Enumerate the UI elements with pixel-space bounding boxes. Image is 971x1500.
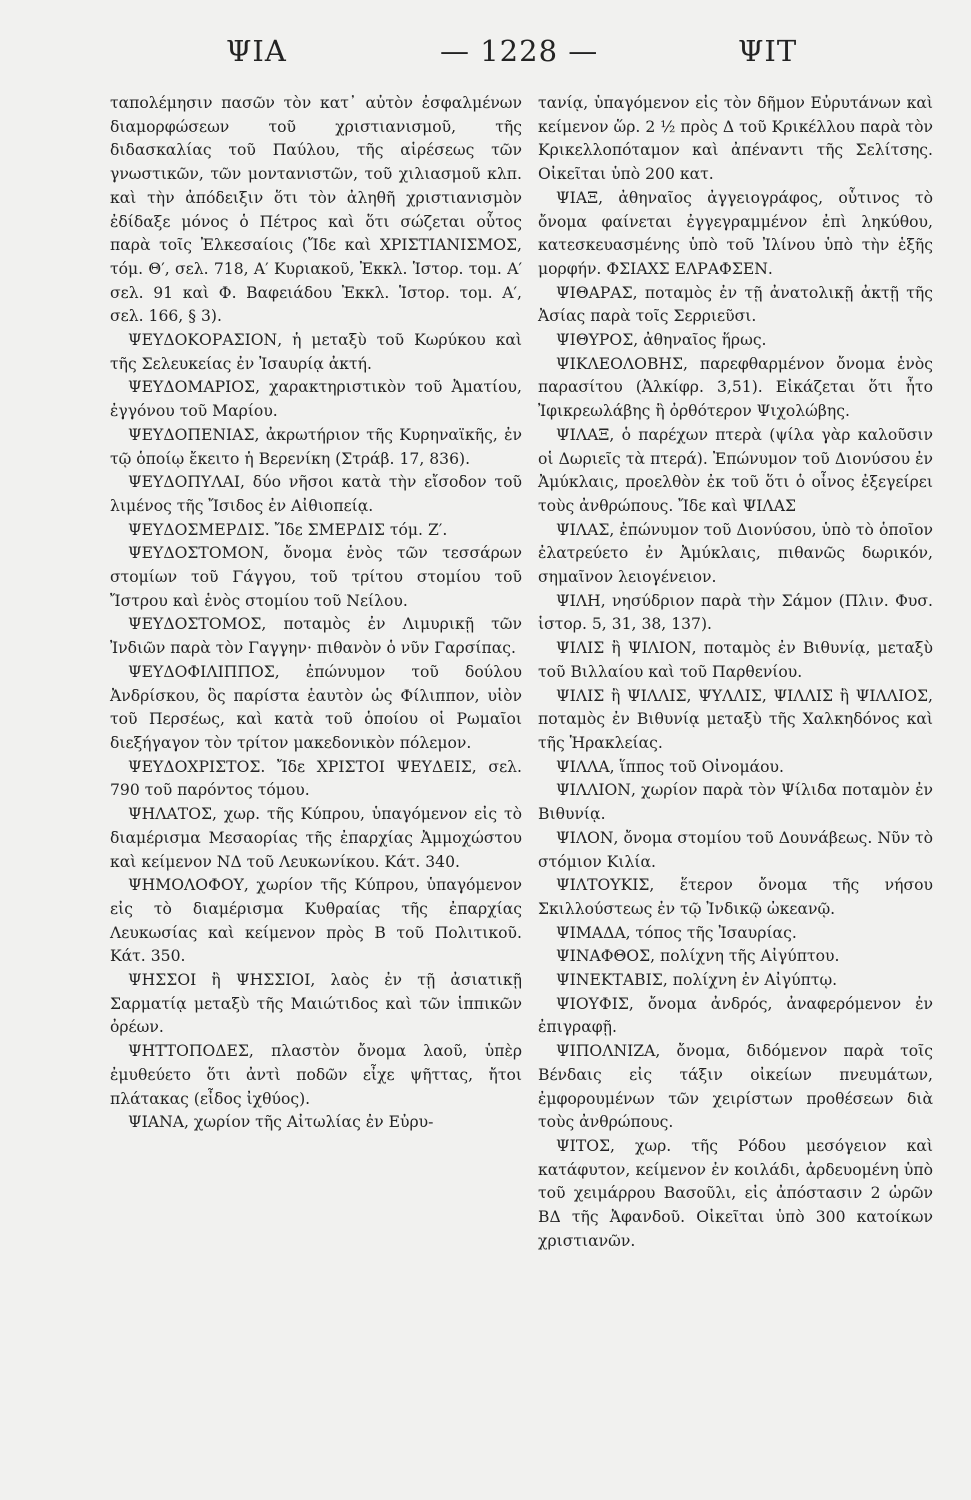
entry: ΨΙΠΟΛΝΙΖΑ, ὄνομα, διδόμενον παρὰ τοῖς Βένδαις εἰς τάξιν οἰκείων πνευμάτων, ἐμφορουμένων τῶν χειρίστων προθέσεων διὰ τοὺς ἀνθρώπους. <box>538 1042 933 1132</box>
entry: ΨΙΘΥΡΟΣ, ἀθηναῖος ἥρως. <box>556 331 767 350</box>
left-column <box>110 92 522 1135</box>
page-header <box>0 34 971 84</box>
entry: ΨΙΛΑΣ, ἐπώνυμον τοῦ Διονύσου, ὑπὸ τὸ ὁποῖον ἐλατρεύετο ἐν Ἀμύκλαις, πιθανῶς δωρικόν, σημαῖνον λειογένειον. <box>538 520 933 587</box>
entry: ΨΗΤΤΟΠΟΔΕΣ, πλαστὸν ὄνομα λαοῦ, ὑπὲρ ἐμυθεύετο ὅτι ἀντὶ ποδῶν εἶχε ψῆττας, ἤτοι πλάτακας (εἶδος ἰχθύος). <box>110 1042 522 1108</box>
entry: ΨΕΥΔΟΣΤΟΜΟΣ, ποταμὸς ἐν Λιμυρικῇ τῶν Ἰνδιῶν παρὰ τὸν Γαγγην· πιθανὸν ὁ νῦν Γαρσίπας. <box>110 615 522 658</box>
entry: ΨΙΛΗ, νησύδριον παρὰ τὴν Σάμον (Πλιν. Φυσ. ἱστορ. 5, 31, 38, 137). <box>538 591 933 634</box>
right-column <box>538 92 933 1253</box>
entry: ΨΕΥΔΟΦΙΛΙΠΠΟΣ, ἐπώνυμον τοῦ δούλου Ἀνδρίσκου, ὃς παρίστα ἑαυτὸν ὡς Φίλιππον, υἱὸν τοῦ Περσέως, καὶ κατὰ τοῦ ὁποίου οἱ Ρωμαῖοι διεξήγαγον τὸν τρίτον μακεδονικὸν πόλεμον. <box>110 662 522 752</box>
entry: ΨΙΛΛΙΟΝ, χωρίον παρὰ τὸν Ψίλιδα ποταμὸν ἐν Βιθυνίᾳ. <box>538 781 933 824</box>
entry: ΨΕΥΔΟΜΑΡΙΟΣ, χαρακτηριστικὸν τοῦ Ἀματίου, ἐγγόνου τοῦ Μαρίου. <box>110 378 522 421</box>
entry: ΨΕΥΔΟΣΜΕΡΔΙΣ. Ἴδε ΣΜΕΡΔΙΣ τόμ. Ζ′. <box>128 520 448 539</box>
entry: ΨΙΑΝΑ, χωρίον τῆς Αἰτωλίας ἐν Εὐρυ- <box>128 1113 434 1132</box>
entry: ΨΙΛΤΟΥΚΙΣ, ἕτερον ὄνομα τῆς νήσου Σκιλλούστεως ἐν τῷ Ἰνδικῷ ὠκεανῷ. <box>538 876 933 918</box>
header-right-guide-word: ΨΙΤ <box>738 34 798 68</box>
entry: ΨΙΟΥΦΙΣ, ὄνομα ἀνδρός, ἀναφερόμενον ἐν ἐπιγραφῇ. <box>538 994 933 1037</box>
entry: ΨΙΛΛΑ, ἵππος τοῦ Οἰνομάου. <box>556 757 784 776</box>
entry: ΨΕΥΔΟΠΕΝΙΑΣ, ἀκρωτήριον τῆς Κυρηναϊκῆς, ἐν τῷ ὁποίῳ ἔκειτο ἡ Βερενίκη (Στράβ. 17, 836). <box>110 425 522 468</box>
entry: ΨΗΣΣΟΙ ἢ ΨΗΣΣΙΟΙ, λαὸς ἐν τῇ ἀσιατικῇ Σαρματίᾳ μεταξὺ τῆς Μαιώτιδος καὶ τῶν ἱππικῶν ὀρέων. <box>110 971 522 1037</box>
entry: ΨΙΛΑΞ, ὁ παρέχων πτερὰ (ψίλα γὰρ καλοῦσιν οἱ Δωριεῖς τὰ πτερά). Ἐπώνυμον τοῦ Διονύσου ἐν Ἀμύκλαις, προελθὸν ἐκ τοῦ ὅτι ὁ οἶνος ἐξεγείρει τοὺς ἀνθρώπους. Ἴδε καὶ ΨΙΛΑΣ <box>538 425 933 515</box>
entry: ΨΙΛΙΣ ἢ ΨΙΛΙΟΝ, ποταμὸς ἐν Βιθυνίᾳ, μεταξὺ τοῦ Βιλλαίου καὶ τοῦ Παρθενίου. <box>538 639 933 681</box>
entry: ΨΙΛΙΣ ἢ ΨΙΛΛΙΣ, ΨΥΛΛΙΣ, ΨΙΛΛΙΣ ἢ ΨΙΛΛΙΟΣ, ποταμὸς ἐν Βιθυνίᾳ μεταξὺ τῆς Χαλκηδόνος καὶ τῆς Ἡρακλείας. <box>538 686 933 752</box>
entry: ΨΙΚΛΕΟΛΟΒΗΣ, παρεφθαρμένον ὄνομα ἑνὸς παρασίτου (Ἀλκίφρ. 3,51). Εἰκάζεται ὅτι ἦτο Ἰφικρεωλάβης ἢ ὀρθότερον Ψιχολώβης. <box>538 354 933 421</box>
entry: ΨΙΘΑΡΑΣ, ποταμὸς ἐν τῇ ἀνατολικῇ ἀκτῇ τῆς Ἀσίας παρὰ τοῖς Σερριεῦσι. <box>538 283 933 326</box>
entry: ΨΕΥΔΟΣΤΟΜΟΝ, ὄνομα ἑνὸς τῶν τεσσάρων στομίων τοῦ Γάγγου, τοῦ τρίτου στομίου τοῦ Ἴστρου καὶ ἑνὸς στομίου τοῦ Νείλου. <box>110 544 522 610</box>
entry: ΨΗΜΟΛΟΦΟΥ, χωρίον τῆς Κύπρου, ὑπαγόμενον εἰς τὸ διαμέρισμα Κυθραίας τῆς ἐπαρχίας Λευκωσίας καὶ κείμενον πρὸς Β τοῦ Πολιτικοῦ. Κάτ. 350. <box>110 876 522 966</box>
entry: ΨΗΛΑΤΟΣ, χωρ. τῆς Κύπρου, ὑπαγόμενον εἰς τὸ διαμέρισμα Μεσαορίας τῆς ἐπαρχίας Ἀμμοχώστου καὶ κείμενον ΝΔ τοῦ Λευκωνίκου. Κάτ. 340. <box>110 805 522 871</box>
page-number: — 1228 — <box>440 34 599 68</box>
entry: ΨΙΤΟΣ, χωρ. τῆς Ρόδου μεσόγειον καὶ κατάφυτον, κείμενον ἐν κοιλάδι, ἀρδευομένη ὑπὸ τοῦ χειμάρρου Βασοῦλι, εἰς ἀπόστασιν 2 ὡρῶν ΒΔ τῆς Ἀφανδοῦ. Οἰκεῖται ὑπὸ 300 κατοίκων χριστιανῶν. <box>538 1136 933 1250</box>
entry: τανίᾳ, ὑπαγόμενον εἰς τὸν δῆμον Εὐρυτάνων καὶ κείμενον ὥρ. 2 ½ πρὸς Δ τοῦ Κρικέλλου παρὰ τὸν Κρικελλοπόταμον καὶ ἀπέναντι τῆς Σελίτσης. Οἰκεῖται ὑπὸ 200 κατ. <box>538 94 933 184</box>
entry: ταπολέμησιν πασῶν τὸν κατ᾽ αὐτὸν ἐσφαλμένων διαμορφώσεων τοῦ χριστιανισμοῦ, τῆς διδασκαλίας τοῦ Παύλου, τῆς αἱρέσεως τῶν γνωστικῶν, τῶν μοντανιστῶν, τοῦ χιλιασμοῦ κλπ. καὶ τὴν ἀπόδειξιν ὅτι τὸν ἀληθῆ χριστιανισμὸν ἐδίδαξε μόνος ὁ Πέτρος καὶ ὅτι σώζεται οὗτος παρὰ τοῖς Ἐλκεσαίοις (Ἴδε καὶ ΧΡΙΣΤΙΑΝΙΣΜΟΣ, τόμ. Θ′, σελ. 718, Α′ Κυριακοῦ, Ἐκκλ. Ἱστορ. τομ. Α′ σελ. 91 καὶ Φ. Βαφειάδου Ἐκκλ. Ἱστορ. τομ. Α′, σελ. 166, § 3). <box>110 94 522 326</box>
entry: ΨΙΝΑΦΘΟΣ, πολίχνη τῆς Αἰγύπτου. <box>556 947 840 966</box>
entry: ΨΕΥΔΟΠΥΛΑΙ, δύο νῆσοι κατὰ τὴν εἴσοδον τοῦ λιμένος τῆς Ἴσιδος ἐν Αἰθιοπείᾳ. <box>110 473 522 515</box>
header-left-guide-word: ΨΙΑ <box>226 34 287 68</box>
entry: ΨΙΛΟΝ, ὄνομα στομίου τοῦ Δουνάβεως. Νῦν τὸ στόμιον Κιλία. <box>538 828 933 871</box>
entry: ΨΕΥΔΟΚΟΡΑΣΙΟΝ, ἡ μεταξὺ τοῦ Κωρύκου καὶ τῆς Σελευκείας ἐν Ἰσαυρίᾳ ἀκτή. <box>110 331 522 373</box>
entry: ΨΕΥΔΟΧΡΙΣΤΟΣ. Ἴδε ΧΡΙΣΤΟΙ ΨΕΥΔΕΙΣ, σελ. 790 τοῦ παρόντος τόμου. <box>110 757 522 800</box>
entry: ΨΙΝΕΚΤΑΒΙΣ, πολίχνη ἐν Αἰγύπτῳ. <box>556 971 838 990</box>
entry: ΨΙΑΞ, ἀθηναῖος ἀγγειογράφος, οὗτινος τὸ ὄνομα φαίνεται ἐγγεγραμμένον ἐπὶ ληκύθου, κατεσκευασμένης ὑπὸ τοῦ Ἰλίνου ὑπὸ τὴν ἑξῆς μορφήν. ΦΣΙΑΧΣ ΕΛΡΑΦΣΕΝ. <box>538 188 933 278</box>
entry: ΨΙΜΑΔΑ, τόπος τῆς Ἰσαυρίας. <box>556 923 797 942</box>
